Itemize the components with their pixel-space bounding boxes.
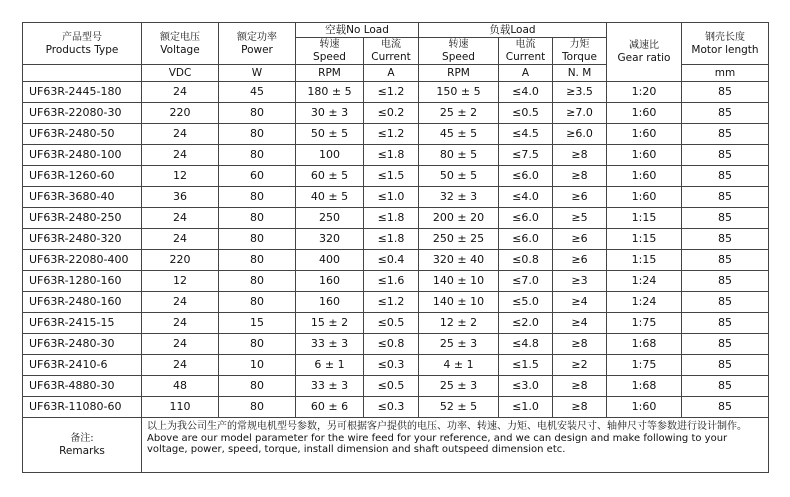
cell-power: 60: [219, 166, 296, 187]
header-power: 额定功率 Power: [219, 23, 296, 65]
header-l-current: 电流 Current: [499, 38, 553, 65]
cell-torque: ≥8: [553, 166, 607, 187]
header-gear-ratio: 减速比 Gear ratio: [607, 23, 682, 82]
cell-nl-current: ≤0.5: [364, 376, 419, 397]
cell-length: 85: [682, 313, 769, 334]
cell-l-speed: 250 ± 25: [419, 229, 499, 250]
cell-length: 85: [682, 250, 769, 271]
cell-l-speed: 12 ± 2: [419, 313, 499, 334]
cell-torque: ≥8: [553, 376, 607, 397]
cell-ratio: 1:75: [607, 355, 682, 376]
remarks-text-en: Above are our model parameter for the wire feed for your reference, and we can design and make following to your voltage, power, speed, torque, install dimension and shaft outspeed dimension etc.: [147, 432, 728, 455]
cell-length: 85: [682, 103, 769, 124]
cell-ratio: 1:60: [607, 124, 682, 145]
cell-ratio: 1:15: [607, 250, 682, 271]
unit-nl-speed: RPM: [296, 65, 364, 82]
cell-model: UF63R-4880-30: [23, 376, 142, 397]
cell-torque: ≥8: [553, 397, 607, 418]
cell-nl-speed: 400: [296, 250, 364, 271]
table-row: [23, 145, 769, 166]
cell-nl-speed: 100: [296, 145, 364, 166]
cell-ratio: 1:15: [607, 208, 682, 229]
cell-nl-speed: 160: [296, 271, 364, 292]
cell-power: 80: [219, 229, 296, 250]
cell-length: 85: [682, 292, 769, 313]
cell-nl-speed: 160: [296, 292, 364, 313]
table-row: [23, 187, 769, 208]
cell-voltage: 24: [142, 145, 219, 166]
cell-nl-current: ≤0.2: [364, 103, 419, 124]
cell-power: 45: [219, 82, 296, 103]
cell-nl-speed: 60 ± 6: [296, 397, 364, 418]
cell-model: UF63R-2480-160: [23, 292, 142, 313]
unit-voltage: VDC: [142, 65, 219, 82]
cell-length: 85: [682, 187, 769, 208]
spec-table-container: [22, 22, 768, 473]
cell-model: UF63R-22080-30: [23, 103, 142, 124]
remarks-text-zh: 以上为我公司生产的常规电机型号参数，另可根据客户提供的电压、功率、转速、力矩、电机安装尺寸、轴伸尺寸等参数进行设计制作。: [147, 421, 747, 432]
cell-power: 80: [219, 376, 296, 397]
cell-voltage: 36: [142, 187, 219, 208]
cell-l-speed: 25 ± 3: [419, 376, 499, 397]
header-load: 负载Load: [419, 23, 607, 38]
cell-ratio: 1:60: [607, 187, 682, 208]
cell-nl-speed: 6 ± 1: [296, 355, 364, 376]
cell-nl-speed: 60 ± 5: [296, 166, 364, 187]
cell-nl-current: ≤1.8: [364, 208, 419, 229]
header-no-load: 空载No Load: [296, 23, 419, 38]
table-row: [23, 334, 769, 355]
table-row: [23, 376, 769, 397]
cell-voltage: 24: [142, 124, 219, 145]
cell-power: 80: [219, 124, 296, 145]
header-voltage: 额定电压 Voltage: [142, 23, 219, 65]
cell-model: UF63R-1280-160: [23, 271, 142, 292]
header-model: 产品型号 Products Type: [23, 23, 142, 65]
cell-l-speed: 32 ± 3: [419, 187, 499, 208]
cell-ratio: 1:60: [607, 103, 682, 124]
cell-nl-current: ≤0.3: [364, 355, 419, 376]
unit-torque: N. M: [553, 65, 607, 82]
cell-nl-current: ≤1.5: [364, 166, 419, 187]
cell-length: 85: [682, 82, 769, 103]
cell-l-current: ≤6.0: [499, 208, 553, 229]
cell-model: UF63R-2480-250: [23, 208, 142, 229]
cell-torque: ≥2: [553, 355, 607, 376]
cell-l-current: ≤6.0: [499, 229, 553, 250]
cell-ratio: 1:60: [607, 145, 682, 166]
cell-voltage: 24: [142, 292, 219, 313]
cell-l-current: ≤6.0: [499, 166, 553, 187]
cell-power: 80: [219, 271, 296, 292]
cell-nl-current: ≤0.4: [364, 250, 419, 271]
unit-nl-current: A: [364, 65, 419, 82]
cell-power: 80: [219, 103, 296, 124]
cell-l-speed: 4 ± 1: [419, 355, 499, 376]
cell-length: 85: [682, 271, 769, 292]
remarks-text: [142, 418, 769, 473]
cell-voltage: 110: [142, 397, 219, 418]
cell-l-current: ≤4.0: [499, 82, 553, 103]
cell-l-current: ≤0.5: [499, 103, 553, 124]
cell-length: 85: [682, 355, 769, 376]
cell-model: UF63R-2410-6: [23, 355, 142, 376]
cell-voltage: 24: [142, 208, 219, 229]
table-row: [23, 292, 769, 313]
cell-torque: ≥5: [553, 208, 607, 229]
cell-ratio: 1:15: [607, 229, 682, 250]
cell-power: 15: [219, 313, 296, 334]
header-motor-length: 钢壳长度 Motor length: [682, 23, 769, 65]
cell-l-current: ≤4.5: [499, 124, 553, 145]
cell-torque: ≥7.0: [553, 103, 607, 124]
cell-nl-current: ≤0.3: [364, 397, 419, 418]
cell-power: 80: [219, 397, 296, 418]
header-nl-current: 电流 Current: [364, 38, 419, 65]
cell-l-current: ≤5.0: [499, 292, 553, 313]
cell-voltage: 24: [142, 355, 219, 376]
cell-nl-current: ≤1.6: [364, 271, 419, 292]
cell-l-current: ≤4.8: [499, 334, 553, 355]
table-row: [23, 124, 769, 145]
cell-l-current: ≤4.0: [499, 187, 553, 208]
cell-ratio: 1:68: [607, 376, 682, 397]
cell-power: 80: [219, 250, 296, 271]
cell-voltage: 24: [142, 313, 219, 334]
cell-voltage: 12: [142, 166, 219, 187]
cell-torque: ≥4: [553, 313, 607, 334]
cell-nl-speed: 15 ± 2: [296, 313, 364, 334]
table-row: [23, 82, 769, 103]
cell-torque: ≥4: [553, 292, 607, 313]
cell-length: 85: [682, 124, 769, 145]
table-row: [23, 355, 769, 376]
table-row: [23, 250, 769, 271]
cell-nl-speed: 180 ± 5: [296, 82, 364, 103]
remarks-row: [23, 418, 769, 473]
cell-nl-current: ≤1.2: [364, 292, 419, 313]
table-body: [23, 82, 769, 418]
cell-model: UF63R-2480-100: [23, 145, 142, 166]
table-row: [23, 208, 769, 229]
cell-l-current: ≤1.5: [499, 355, 553, 376]
table-row: [23, 229, 769, 250]
cell-voltage: 48: [142, 376, 219, 397]
cell-l-speed: 50 ± 5: [419, 166, 499, 187]
cell-l-speed: 25 ± 3: [419, 334, 499, 355]
cell-torque: ≥6: [553, 229, 607, 250]
cell-l-speed: 150 ± 5: [419, 82, 499, 103]
cell-model: UF63R-3680-40: [23, 187, 142, 208]
cell-l-current: ≤2.0: [499, 313, 553, 334]
table-row: [23, 271, 769, 292]
cell-l-current: ≤1.0: [499, 397, 553, 418]
cell-model: UF63R-1260-60: [23, 166, 142, 187]
table-row: [23, 313, 769, 334]
cell-l-speed: 140 ± 10: [419, 292, 499, 313]
cell-nl-current: ≤1.2: [364, 124, 419, 145]
table-row: [23, 103, 769, 124]
cell-model: UF63R-2480-320: [23, 229, 142, 250]
cell-torque: ≥3: [553, 271, 607, 292]
motor-spec-table: [22, 22, 769, 473]
cell-model: UF63R-2480-30: [23, 334, 142, 355]
cell-length: 85: [682, 376, 769, 397]
cell-model: UF63R-22080-400: [23, 250, 142, 271]
cell-model: UF63R-11080-60: [23, 397, 142, 418]
cell-torque: ≥6: [553, 250, 607, 271]
cell-voltage: 24: [142, 229, 219, 250]
cell-nl-speed: 320: [296, 229, 364, 250]
cell-l-speed: 320 ± 40: [419, 250, 499, 271]
cell-l-current: ≤7.0: [499, 271, 553, 292]
cell-voltage: 220: [142, 250, 219, 271]
cell-ratio: 1:20: [607, 82, 682, 103]
cell-length: 85: [682, 334, 769, 355]
cell-power: 80: [219, 187, 296, 208]
cell-nl-speed: 40 ± 5: [296, 187, 364, 208]
cell-model: UF63R-2480-50: [23, 124, 142, 145]
cell-ratio: 1:60: [607, 166, 682, 187]
unit-power: W: [219, 65, 296, 82]
cell-nl-speed: 30 ± 3: [296, 103, 364, 124]
remarks-label: 备注: Remarks: [23, 418, 142, 473]
cell-nl-current: ≤1.0: [364, 187, 419, 208]
unit-model-blank: [23, 65, 142, 82]
table-row: [23, 166, 769, 187]
table-row: [23, 397, 769, 418]
cell-l-current: ≤7.5: [499, 145, 553, 166]
cell-voltage: 12: [142, 271, 219, 292]
cell-voltage: 24: [142, 82, 219, 103]
cell-power: 80: [219, 208, 296, 229]
cell-voltage: 24: [142, 334, 219, 355]
cell-nl-current: ≤0.8: [364, 334, 419, 355]
cell-l-speed: 45 ± 5: [419, 124, 499, 145]
cell-model: UF63R-2415-15: [23, 313, 142, 334]
cell-nl-current: ≤0.5: [364, 313, 419, 334]
cell-length: 85: [682, 166, 769, 187]
cell-model: UF63R-2445-180: [23, 82, 142, 103]
cell-length: 85: [682, 145, 769, 166]
cell-ratio: 1:24: [607, 271, 682, 292]
cell-l-speed: 25 ± 2: [419, 103, 499, 124]
unit-l-speed: RPM: [419, 65, 499, 82]
cell-nl-current: ≤1.8: [364, 229, 419, 250]
cell-l-speed: 200 ± 20: [419, 208, 499, 229]
unit-length: mm: [682, 65, 769, 82]
cell-length: 85: [682, 397, 769, 418]
cell-power: 80: [219, 145, 296, 166]
cell-l-speed: 80 ± 5: [419, 145, 499, 166]
unit-l-current: A: [499, 65, 553, 82]
cell-torque: ≥8: [553, 145, 607, 166]
header-nl-speed: 转速 Speed: [296, 38, 364, 65]
cell-torque: ≥8: [553, 334, 607, 355]
cell-nl-speed: 33 ± 3: [296, 334, 364, 355]
cell-l-current: ≤0.8: [499, 250, 553, 271]
cell-power: 80: [219, 292, 296, 313]
cell-ratio: 1:60: [607, 397, 682, 418]
cell-ratio: 1:75: [607, 313, 682, 334]
cell-l-speed: 52 ± 5: [419, 397, 499, 418]
cell-ratio: 1:24: [607, 292, 682, 313]
header-torque: 力矩 Torque: [553, 38, 607, 65]
cell-power: 10: [219, 355, 296, 376]
cell-l-speed: 140 ± 10: [419, 271, 499, 292]
cell-nl-current: ≤1.2: [364, 82, 419, 103]
cell-nl-speed: 250: [296, 208, 364, 229]
cell-torque: ≥3.5: [553, 82, 607, 103]
header-l-speed: 转速 Speed: [419, 38, 499, 65]
cell-length: 85: [682, 208, 769, 229]
cell-ratio: 1:68: [607, 334, 682, 355]
cell-length: 85: [682, 229, 769, 250]
cell-power: 80: [219, 334, 296, 355]
cell-nl-current: ≤1.8: [364, 145, 419, 166]
cell-torque: ≥6.0: [553, 124, 607, 145]
cell-torque: ≥6: [553, 187, 607, 208]
cell-nl-speed: 33 ± 3: [296, 376, 364, 397]
cell-nl-speed: 50 ± 5: [296, 124, 364, 145]
cell-voltage: 220: [142, 103, 219, 124]
cell-l-current: ≤3.0: [499, 376, 553, 397]
